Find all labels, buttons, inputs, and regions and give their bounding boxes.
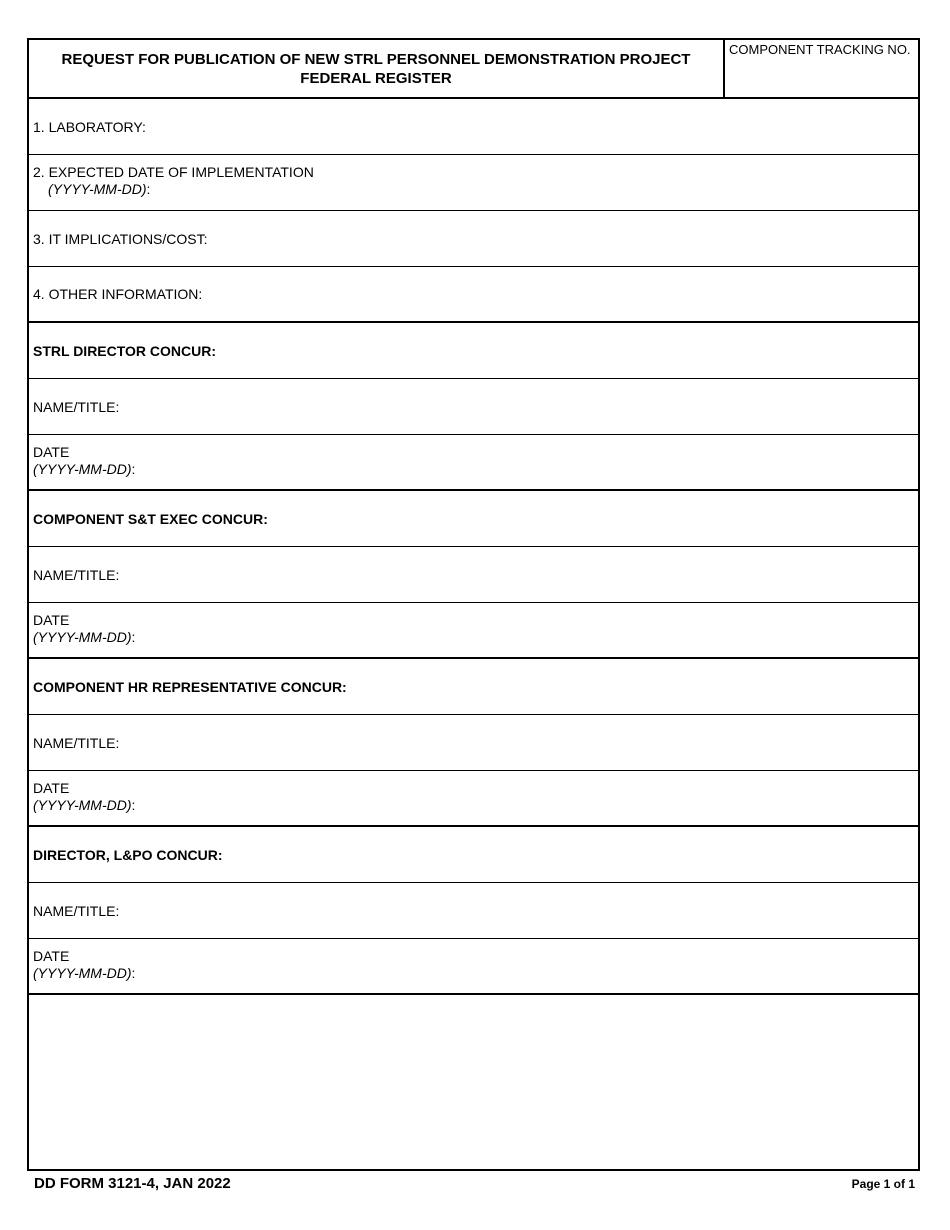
name-title-label: NAME/TITLE: xyxy=(33,398,120,415)
hr-representative-date-field[interactable] xyxy=(29,771,918,827)
section-heading-text: COMPONENT S&T EXEC CONCUR: xyxy=(33,510,268,527)
name-title-label: NAME/TITLE: xyxy=(33,734,120,751)
strl-director-date-field[interactable] xyxy=(29,435,918,491)
expected-date-field[interactable] xyxy=(29,155,918,211)
section-heading-strl-director xyxy=(29,323,918,379)
name-title-label: NAME/TITLE: xyxy=(33,902,120,919)
form-header xyxy=(29,40,918,99)
form-title-line-1: REQUEST FOR PUBLICATION OF NEW STRL PERSONNEL DEMONSTRATION PROJECT xyxy=(61,50,691,68)
date-format-text: (YYYY-MM-DD) xyxy=(33,797,132,813)
section-heading-text: COMPONENT HR REPRESENTATIVE CONCUR: xyxy=(33,678,347,695)
expected-date-format-text: (YYYY-MM-DD) xyxy=(48,181,147,197)
date-colon: : xyxy=(131,461,136,477)
st-exec-name-title-field[interactable] xyxy=(29,547,918,603)
section-heading-text: STRL DIRECTOR CONCUR: xyxy=(33,342,217,359)
date-format-text: (YYYY-MM-DD) xyxy=(33,461,132,477)
other-information-label: 4. OTHER INFORMATION: xyxy=(33,286,203,302)
director-lpo-date-field[interactable] xyxy=(29,939,918,995)
date-format-text: (YYYY-MM-DD) xyxy=(33,629,132,645)
date-label: DATE xyxy=(33,612,70,628)
hr-representative-name-title-field[interactable] xyxy=(29,715,918,771)
publication-request-form xyxy=(27,38,920,1171)
director-lpo-name-title-field[interactable] xyxy=(29,883,918,939)
date-format xyxy=(33,797,918,814)
date-format xyxy=(33,629,918,646)
st-exec-date-field[interactable] xyxy=(29,603,918,659)
component-tracking-field[interactable] xyxy=(725,40,918,97)
date-format xyxy=(33,461,918,478)
strl-director-name-title-field[interactable] xyxy=(29,379,918,435)
date-format xyxy=(33,965,918,982)
date-format-text: (YYYY-MM-DD) xyxy=(33,965,132,981)
form-footer xyxy=(34,1175,915,1192)
form-number: DD FORM 3121-4, JAN 2022 xyxy=(34,1175,231,1192)
it-implications-label: 3. IT IMPLICATIONS/COST: xyxy=(33,230,208,247)
section-heading-director-lpo xyxy=(29,827,918,883)
form-title-line-2: FEDERAL REGISTER xyxy=(300,69,452,87)
section-heading-st-exec xyxy=(29,491,918,547)
name-title-label: NAME/TITLE: xyxy=(33,566,120,583)
laboratory-label: 1. LABORATORY: xyxy=(33,118,146,135)
date-colon: : xyxy=(131,629,136,645)
it-implications-field[interactable] xyxy=(29,211,918,267)
expected-date-format xyxy=(33,181,918,198)
date-label: DATE xyxy=(33,444,70,460)
date-label: DATE xyxy=(33,948,70,964)
expected-date-label: 2. EXPECTED DATE OF IMPLEMENTATION xyxy=(33,164,314,180)
date-colon: : xyxy=(131,797,136,813)
laboratory-field[interactable] xyxy=(29,99,918,155)
date-colon: : xyxy=(131,965,136,981)
date-label: DATE xyxy=(33,780,70,796)
expected-date-colon: : xyxy=(146,181,151,197)
component-tracking-label: COMPONENT TRACKING NO. xyxy=(729,42,911,57)
page-number: Page 1 of 1 xyxy=(851,1177,915,1191)
other-information-field[interactable] xyxy=(29,267,918,323)
section-heading-text: DIRECTOR, L&PO CONCUR: xyxy=(33,846,223,863)
section-heading-hr-representative xyxy=(29,659,918,715)
form-title xyxy=(29,40,725,97)
